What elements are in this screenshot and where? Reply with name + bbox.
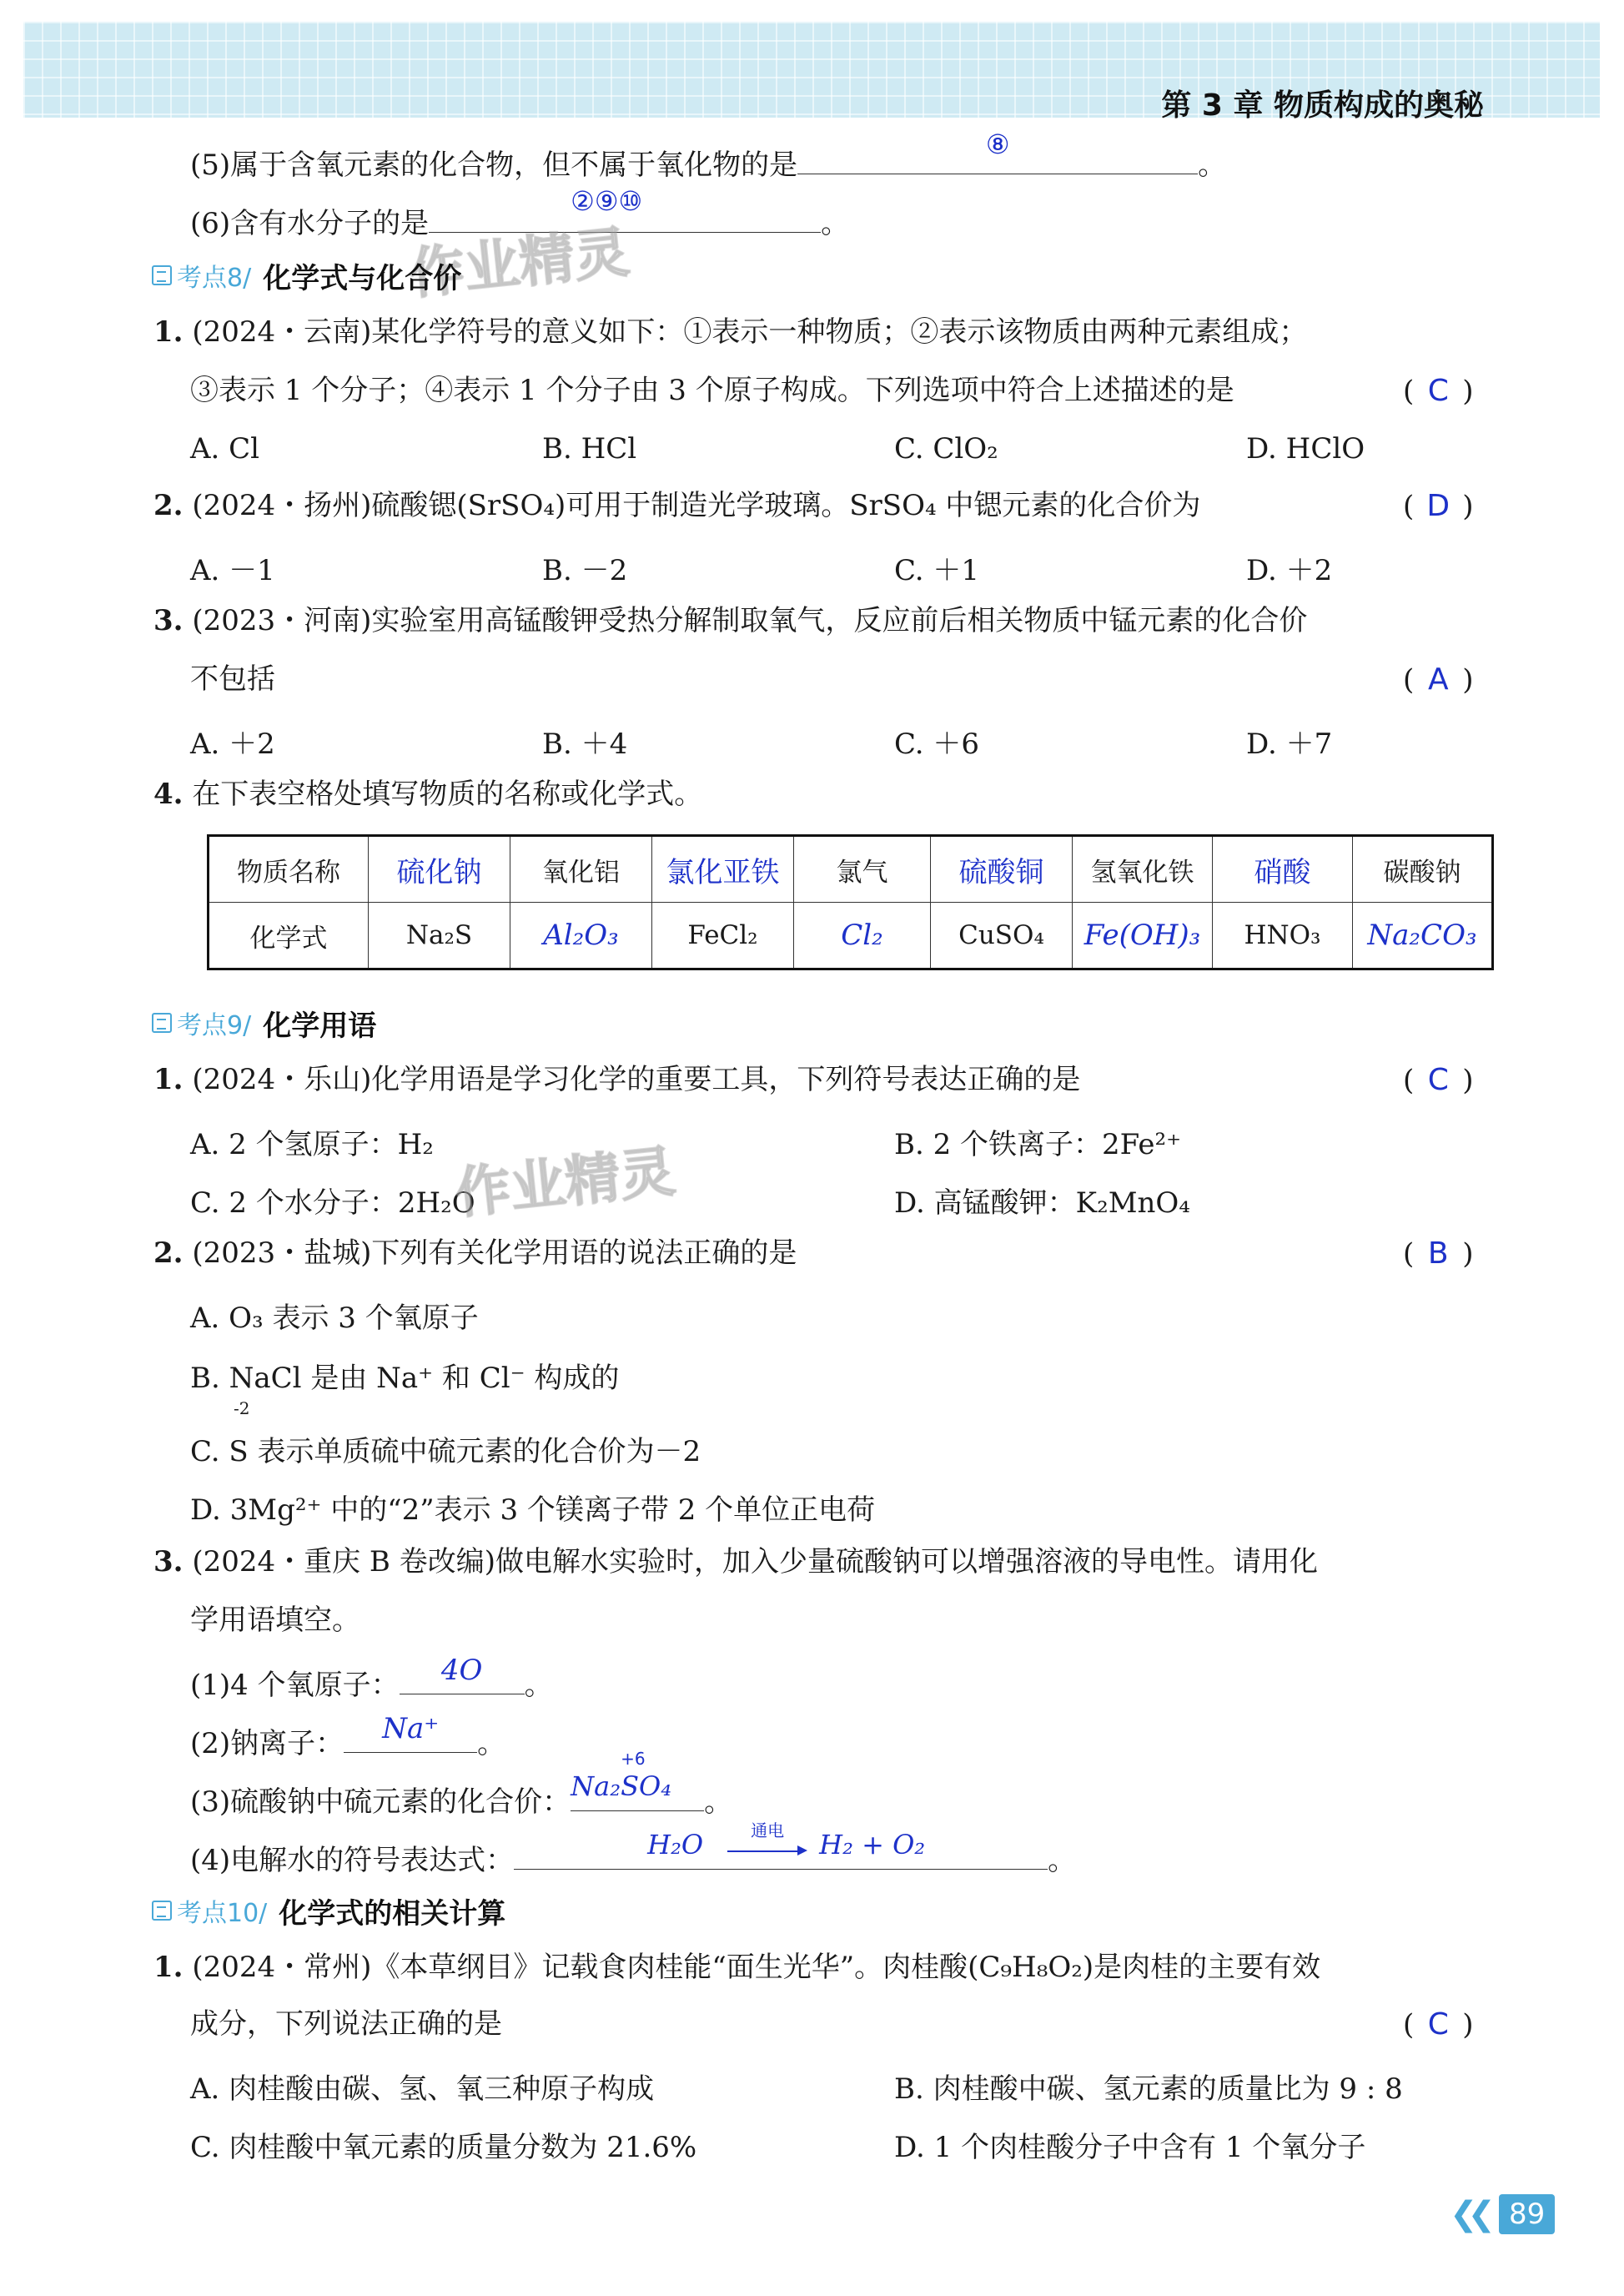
table-row — [209, 836, 1493, 903]
reaction-condition: 通电 — [751, 1820, 785, 1840]
answer: A — [1427, 662, 1449, 697]
answer-blank[interactable] — [400, 1654, 525, 1694]
option[interactable]: B. 肉桂酸中碳、氢元素的质量比为 9 : 8 — [894, 2072, 1403, 2106]
q6-text: (6)含有水分子的是 — [190, 207, 430, 240]
table-row — [209, 903, 1493, 969]
option[interactable]: B. ＋4 — [542, 728, 628, 761]
s10-q1-answer-box[interactable]: ( C ) — [1403, 2007, 1474, 2042]
section-title: 化学式的相关计算 — [279, 1896, 506, 1931]
s9-q1-answer-box[interactable]: ( C ) — [1403, 1063, 1474, 1097]
s8-q2-answer-box[interactable]: ( D ) — [1403, 489, 1474, 523]
s8-q1-answer-box[interactable]: ( C ) — [1403, 374, 1474, 408]
option[interactable]: A. 2 个氢原子：H₂ — [190, 1128, 434, 1161]
table-cell: 物质名称 — [209, 836, 369, 903]
table-cell: 化学式 — [209, 903, 369, 969]
q5-text: (5)属于含氧元素的化合物，但不属于氧化物的是 — [190, 149, 798, 182]
answer: C — [1427, 374, 1449, 408]
s8-q2-line1: 2. (2024・扬州)硫酸锶(SrSO₄)可用于制造光学玻璃。SrSO₄ 中锶元素的化合价为 — [153, 489, 1201, 522]
answer: C — [1427, 1063, 1449, 1097]
table-cell: Na₂S — [369, 903, 510, 969]
s9-q3-sub1: (1)4 个氧原子： 4O 。 — [190, 1654, 553, 1702]
answer: H₂ + O₂ — [819, 1829, 926, 1860]
option[interactable]: A. 肉桂酸由碳、氢、氧三种原子构成 — [190, 2072, 655, 2106]
option[interactable]: C. ＋1 — [894, 554, 980, 587]
s9-q1-line1: 1. (2024・乐山)化学用语是学习化学的重要工具，下列符号表达正确的是 — [153, 1063, 1081, 1096]
table-cell: 碳酸钠 — [1353, 836, 1493, 903]
option[interactable]: D. HClO — [1246, 432, 1365, 466]
s8-q1-line2: ③表示 1 个分子；④表示 1 个分子由 3 个原子构成。下列选项中符合上述描述的是 — [190, 374, 1234, 407]
list-icon — [152, 265, 172, 285]
s8-q3-answer-box[interactable]: ( A ) — [1403, 662, 1474, 697]
q6-answer: ②⑨⑩ — [571, 185, 643, 217]
section-header-8: 考点8/ 化学式与化合价 — [152, 255, 461, 295]
table-cell[interactable]: 硝酸 — [1213, 836, 1353, 903]
answer-blank[interactable] — [571, 1749, 704, 1811]
answer: C — [1427, 2007, 1449, 2042]
s10-q1-line2: 成分，下列说法正确的是 — [190, 2007, 502, 2041]
table-cell[interactable]: 氯化亚铁 — [652, 836, 794, 903]
table-cell: 氯气 — [794, 836, 931, 903]
s9-q2-answer-box[interactable]: ( B ) — [1403, 1236, 1474, 1271]
option[interactable]: C. ClO₂ — [894, 432, 998, 466]
option[interactable]: B. －2 — [542, 554, 628, 587]
table-cell[interactable]: Fe(OH)₃ — [1073, 903, 1213, 969]
option[interactable]: B. 2 个铁离子：2Fe²⁺ — [894, 1128, 1182, 1161]
s8-q3-line1: 3. (2023・河南)实验室用高锰酸钾受热分解制取氧气，反应前后相关物质中锰元素的化合价 — [153, 604, 1308, 637]
answer: Na⁺ — [382, 1712, 440, 1745]
table-cell: HNO₃ — [1213, 903, 1353, 969]
table-cell: FeCl₂ — [652, 903, 794, 969]
s10-q1-line1: 1. (2024・常州)《本草纲目》记载食肉桂能“面生光华”。肉桂酸(C₉H₈O₂)是肉桂的主要有效 — [153, 1951, 1321, 1984]
s8-q1-line1: 1. (2024・云南)某化学符号的意义如下：①表示一种物质；②表示该物质由两种元素组成； — [153, 315, 1308, 349]
option[interactable]: C. S 表示单质硫中硫元素的化合价为－2 — [190, 1435, 701, 1468]
substance-table — [207, 834, 1494, 970]
option[interactable]: A. Cl — [190, 432, 260, 466]
section-title: 化学用语 — [263, 1009, 377, 1043]
table-cell[interactable]: 硫酸铜 — [931, 836, 1073, 903]
answer-blank[interactable] — [344, 1712, 477, 1753]
option[interactable]: C. ＋6 — [894, 728, 980, 761]
section-header-9: 考点9/ 化学用语 — [152, 1003, 376, 1043]
answer: D — [1426, 489, 1451, 523]
option[interactable]: B. HCl — [542, 432, 637, 466]
section-title: 化学式与化合价 — [263, 261, 462, 295]
option[interactable]: B. NaCl 是由 Na⁺ 和 Cl⁻ 构成的 — [190, 1362, 620, 1395]
option[interactable]: D. 1 个肉桂酸分子中含有 1 个氧分子 — [894, 2131, 1366, 2164]
table-cell: 氧化铝 — [510, 836, 652, 903]
answer: B — [1427, 1236, 1449, 1271]
answer: 4O — [440, 1654, 483, 1687]
page-number: ❮❮ 89 — [1450, 2194, 1555, 2234]
q5-blank[interactable] — [797, 128, 1198, 174]
option[interactable]: A. ＋2 — [190, 728, 275, 761]
valence-mark: +6 — [621, 1749, 646, 1769]
table-cell: 氢氧化铁 — [1073, 836, 1213, 903]
option[interactable]: C. 2 个水分子：2H₂O — [190, 1186, 475, 1220]
chapter-title: 第 3 章 物质构成的奥秘 — [1161, 88, 1484, 123]
q5-line: (5)属于含氧元素的化合物，但不属于氧化物的是 ⑧ 。 — [190, 128, 1227, 182]
watermark: 作业精灵 — [452, 1139, 678, 1226]
watermark: 作业精灵 — [406, 219, 632, 307]
s8-q4-line1: 4. 在下表空格处填写物质的名称或化学式。 — [153, 778, 703, 811]
option[interactable]: D. 高锰酸钾：K₂MnO₄ — [894, 1186, 1190, 1220]
section-header-10: 考点10/ 化学式的相关计算 — [152, 1891, 505, 1931]
answer: Na₂SO₄ — [571, 1770, 672, 1802]
s9-q3-sub2: (2)钠离子： Na⁺ 。 — [190, 1712, 506, 1760]
s9-q3-line2: 学用语填空。 — [190, 1604, 360, 1637]
s9-q3-sub3: (3)硫酸钠中硫元素的化合价： Na₂SO₄ +6 。 — [190, 1749, 733, 1819]
valence-mark: -2 — [234, 1398, 250, 1418]
option[interactable]: D. ＋7 — [1246, 728, 1333, 761]
option[interactable]: D. ＋2 — [1246, 554, 1333, 587]
option[interactable]: C. 肉桂酸中氧元素的质量分数为 21.6% — [190, 2131, 697, 2164]
s8-q3-line2: 不包括 — [190, 662, 275, 696]
list-icon — [152, 1013, 172, 1033]
option[interactable]: A. －1 — [190, 554, 275, 587]
chevron-left-icon: ❮❮ — [1450, 2195, 1486, 2233]
s9-q3-line1: 3. (2024・重庆 B 卷改编)做电解水实验时，加入少量硫酸钠可以增强溶液的导电性。请用化 — [153, 1545, 1318, 1578]
arrow-icon — [727, 1850, 802, 1852]
table-cell[interactable]: 硫化钠 — [369, 836, 510, 903]
option[interactable]: A. O₃ 表示 3 个氧原子 — [190, 1302, 479, 1335]
list-icon — [152, 1901, 172, 1921]
table-cell[interactable]: Al₂O₃ — [510, 903, 652, 969]
answer: H₂O — [647, 1829, 704, 1860]
q5-answer: ⑧ — [985, 128, 1010, 160]
s9-q2-line1: 2. (2023・盐城)下列有关化学用语的说法正确的是 — [153, 1236, 797, 1270]
table-cell[interactable]: Na₂CO₃ — [1353, 903, 1493, 969]
table-cell: CuSO₄ — [931, 903, 1073, 969]
s9-q3-sub4: (4)电解水的符号表达式： H₂O 通电 H₂ + O₂ 。 — [190, 1820, 1077, 1877]
table-cell[interactable]: Cl₂ — [794, 903, 931, 969]
q6-line: (6)含有水分子的是 ②⑨⑩ 。 — [190, 185, 850, 240]
option[interactable]: D. 3Mg²⁺ 中的“2”表示 3 个镁离子带 2 个单位正电荷 — [190, 1493, 876, 1527]
